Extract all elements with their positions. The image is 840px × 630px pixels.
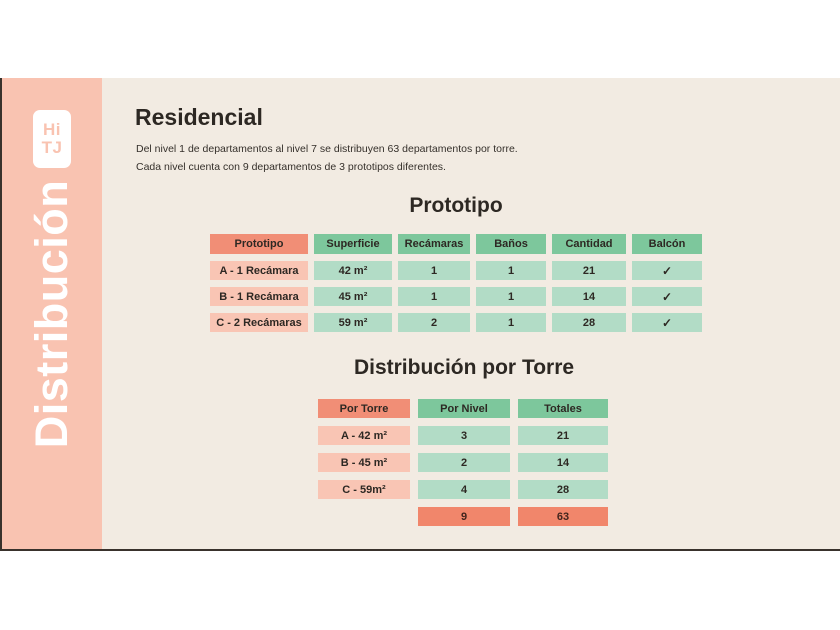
brand-logo	[33, 110, 71, 168]
prototype-header-cell: Recámaras	[398, 234, 470, 254]
tower-table-title: Distribución por Torre	[353, 356, 575, 379]
description-line-2: Cada nivel cuenta con 9 departamentos de 3 prototipos diferentes.	[136, 161, 446, 173]
prototype-cell: 21	[552, 261, 626, 280]
checkmark-icon: ✓	[632, 261, 702, 280]
prototype-cell: 2	[398, 313, 470, 332]
vertical-section-title: Distribución	[26, 179, 77, 448]
tower-cell: 28	[518, 480, 608, 499]
tower-header-cell: Por Torre	[318, 399, 410, 418]
description-line-1: Del nivel 1 de departamentos al nivel 7 se distribuyen 63 departamentos por torre.	[136, 143, 518, 155]
tower-row-label: C - 59m²	[318, 480, 410, 499]
tower-cell: 2	[418, 453, 510, 472]
prototype-header-cell: Prototipo	[210, 234, 308, 254]
prototype-cell: 1	[476, 287, 546, 306]
prototype-header-cell: Balcón	[632, 234, 702, 254]
tower-total-overall: 63	[518, 507, 608, 526]
prototype-cell: 1	[398, 287, 470, 306]
prototype-cell: 1	[398, 261, 470, 280]
tower-row-label: B - 45 m²	[318, 453, 410, 472]
prototype-table	[210, 234, 702, 332]
prototype-table-title: Prototipo	[409, 194, 503, 217]
prototype-cell: 45 m²	[314, 287, 392, 306]
logo-line-2: TJ	[41, 138, 63, 157]
checkmark-icon: ✓	[632, 313, 702, 332]
slide	[0, 78, 840, 551]
prototype-row-label: A - 1 Recámara	[210, 261, 308, 280]
tower-table	[318, 399, 608, 526]
prototype-cell: 42 m²	[314, 261, 392, 280]
tower-header-cell: Totales	[518, 399, 608, 418]
checkmark-icon: ✓	[632, 287, 702, 306]
tower-row-label: A - 42 m²	[318, 426, 410, 445]
tower-total-per-level: 9	[418, 507, 510, 526]
prototype-cell: 14	[552, 287, 626, 306]
prototype-header-cell: Superficie	[314, 234, 392, 254]
page-title: Residencial	[135, 104, 263, 130]
prototype-header-cell: Cantidad	[552, 234, 626, 254]
prototype-cell: 28	[552, 313, 626, 332]
tower-cell: 4	[418, 480, 510, 499]
main-content	[102, 78, 840, 549]
tower-cell: 3	[418, 426, 510, 445]
tower-header-cell: Por Nivel	[418, 399, 510, 418]
sidebar	[2, 78, 102, 549]
prototype-cell: 1	[476, 261, 546, 280]
description	[136, 140, 518, 176]
prototype-cell: 59 m²	[314, 313, 392, 332]
tower-cell: 14	[518, 453, 608, 472]
prototype-row-label: B - 1 Recámara	[210, 287, 308, 306]
prototype-cell: 1	[476, 313, 546, 332]
logo-line-1: Hi	[43, 120, 61, 140]
tower-total-spacer	[318, 507, 410, 526]
prototype-header-cell: Baños	[476, 234, 546, 254]
tower-cell: 21	[518, 426, 608, 445]
prototype-row-label: C - 2 Recámaras	[210, 313, 308, 332]
